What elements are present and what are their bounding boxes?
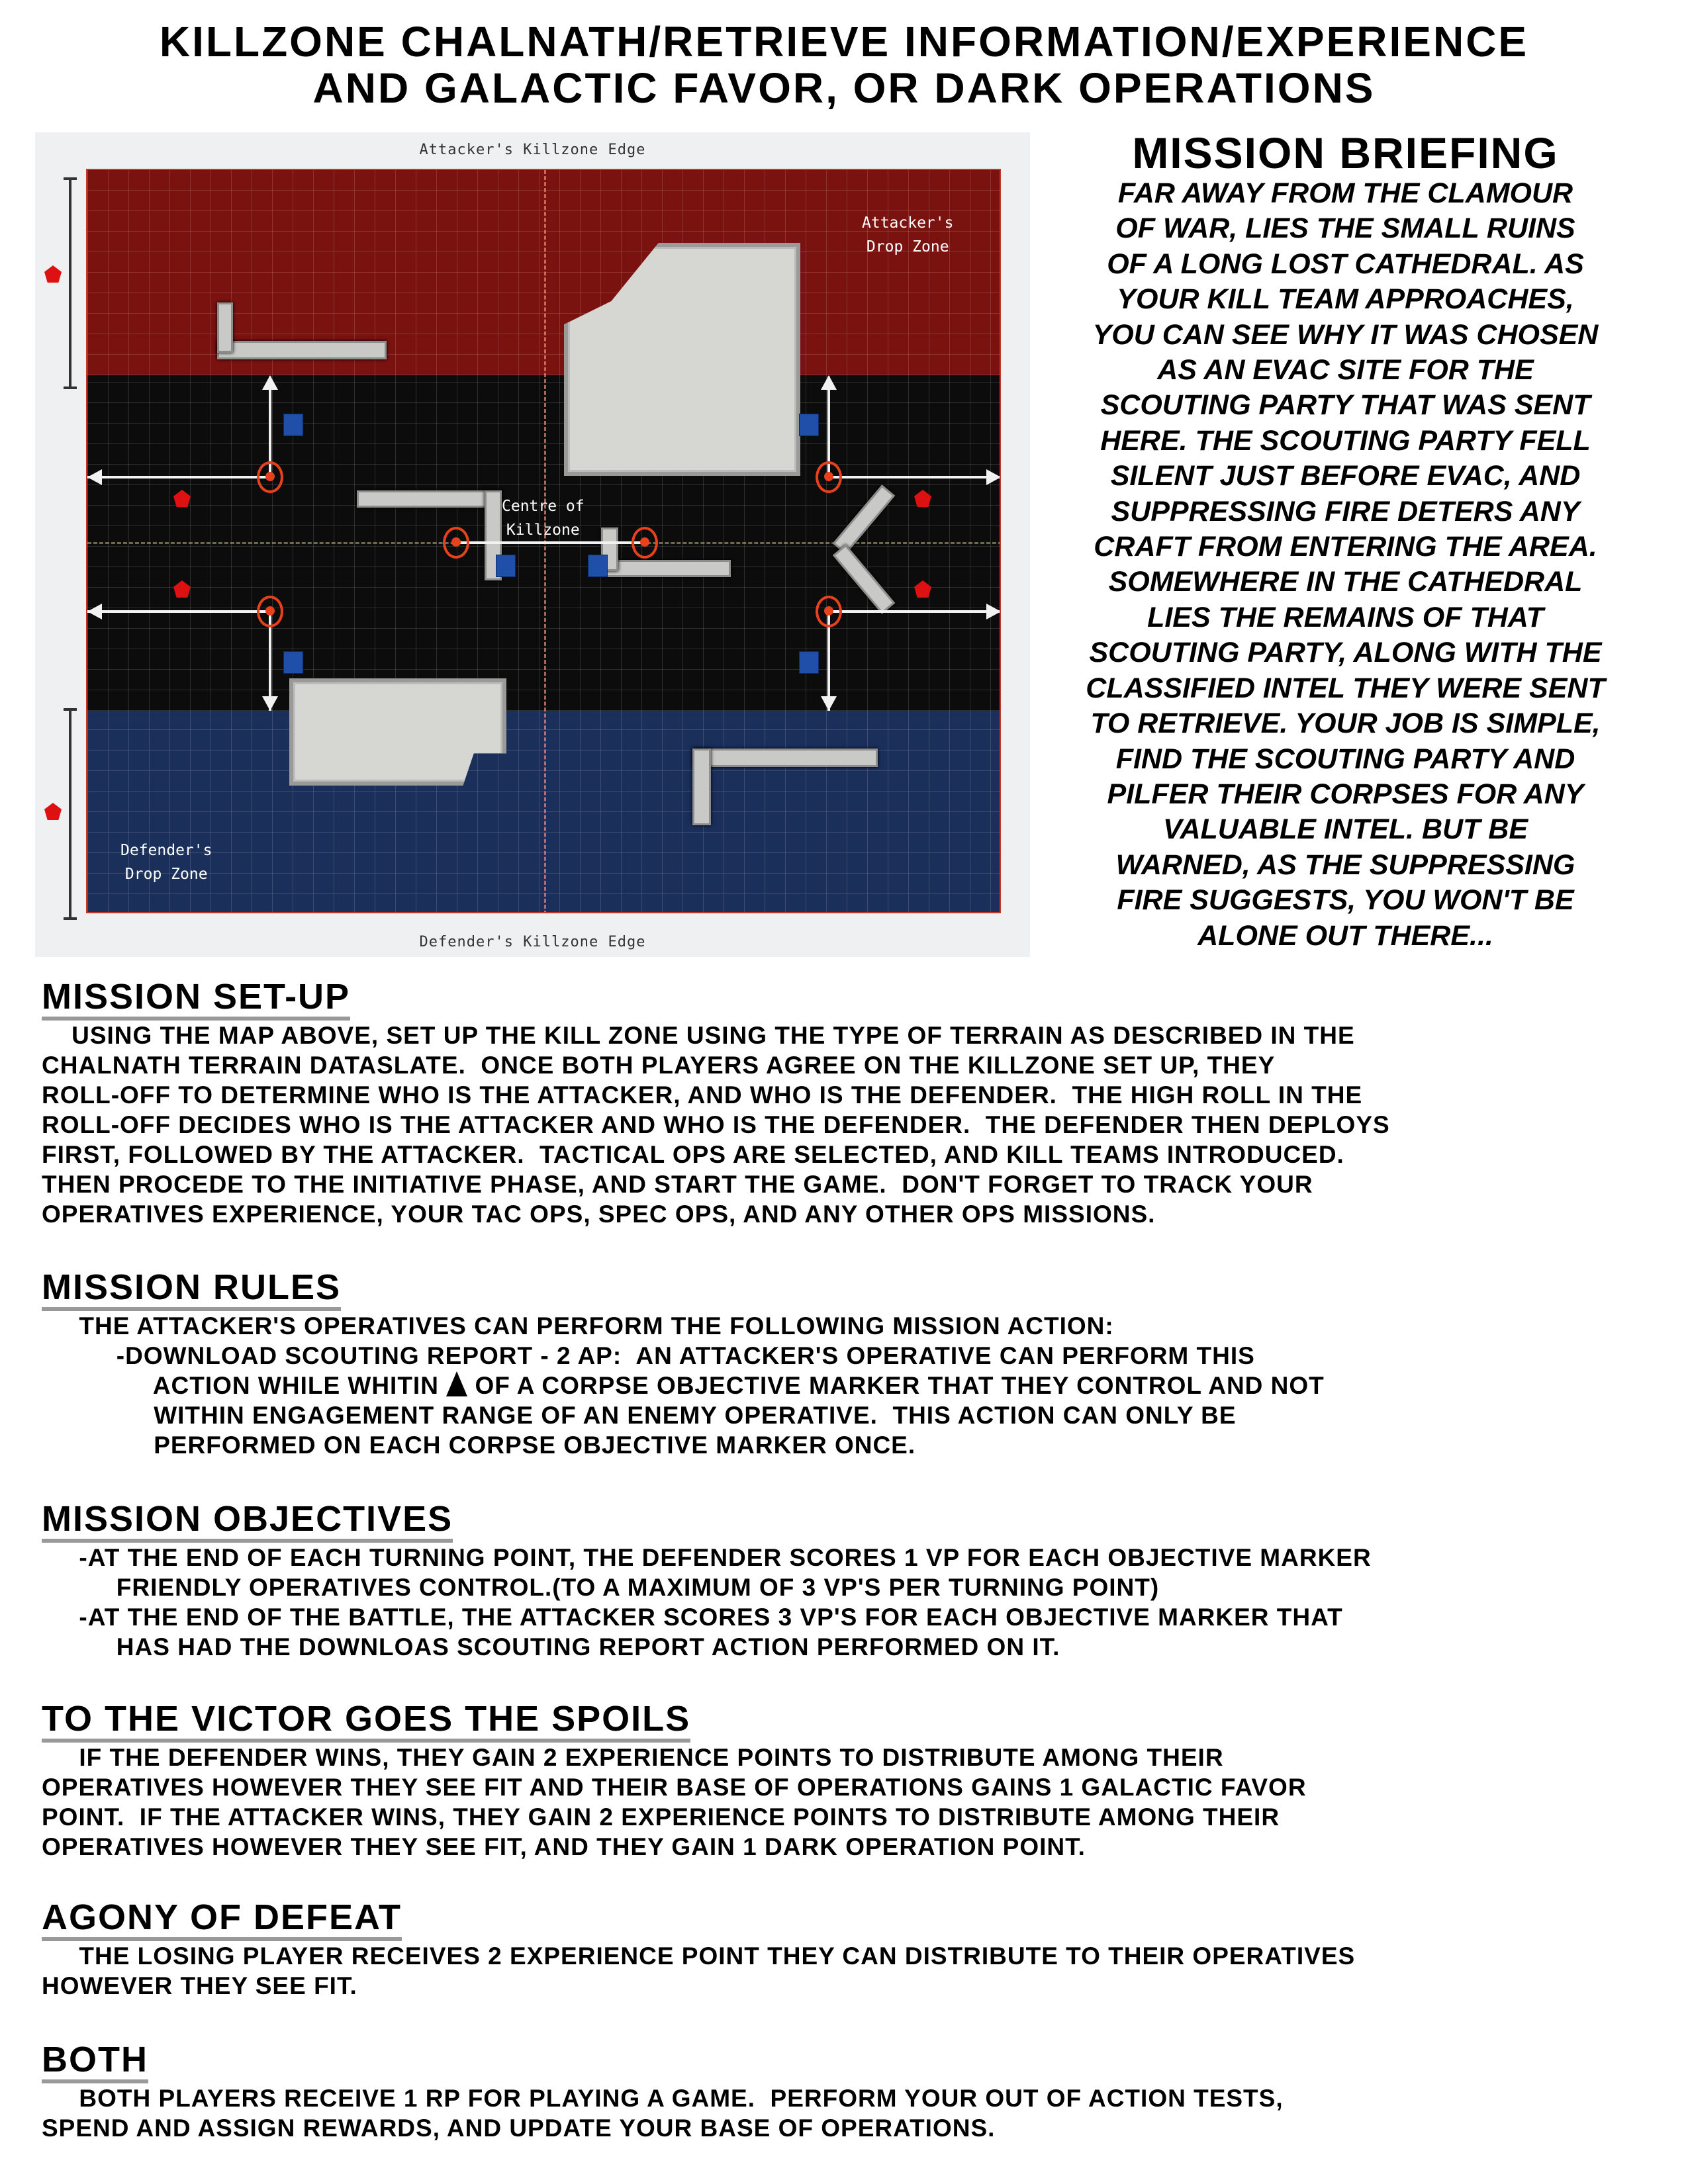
map-grid [86,169,1001,913]
attacker-drop-zone-label: Attacker's Drop Zone [862,214,954,255]
arrow-right-icon [986,604,1001,619]
text-line: ROLL-OFF DECIDES WHO IS THE ATTACKER AND WHO IS THE DEFENDER. THE DEFENDER THEN DEPLOYS [42,1111,1390,1138]
briefing-line: OF WAR, LIES THE SMALL RUINS [1115,212,1575,245]
text-line: USING THE MAP ABOVE, SET UP THE KILL ZONE USING THE TYPE OF TERRAIN AS DESCRIBED IN THE [42,1022,1355,1049]
attacker-range-bracket [69,177,71,389]
section-both [42,2041,1657,2143]
text-line: OPERATIVES HOWEVER THEY SEE FIT, AND THEY GAIN 1 DARK OPERATION POINT. [42,1833,1086,1860]
attacker-edge-label: Attacker's Killzone Edge [419,142,646,158]
both-heading: BOTH [42,2041,148,2083]
wall-segment [217,302,233,353]
text-line: OPERATIVES EXPERIENCE, YOUR TAC OPS, SPEC OPS, AND ANY OTHER OPS MISSIONS. [42,1201,1156,1228]
page-title [0,19,1688,111]
blue-marker [283,651,303,674]
text-line: SPEND AND ASSIGN REWARDS, AND UPDATE YOUR BASE OF OPERATIONS. [42,2115,996,2142]
setup-text [42,1021,1657,1229]
wall-segment [692,749,711,825]
briefing-line: TO RETRIEVE. YOUR JOB IS SIMPLE, [1090,707,1601,740]
briefing-line: SUPPRESSING FIRE DETERS ANY [1111,495,1580,527]
arrow-left-icon [87,604,102,619]
wall-segment [357,490,500,508]
text-line: -AT THE END OF THE BATTLE, THE ATTACKER SCORES 3 VP'S FOR EACH OBJECTIVE MARKER THAT [42,1604,1343,1631]
briefing-heading: MISSION BRIEFING [1132,128,1559,177]
briefing-line: YOU CAN SEE WHY IT WAS CHOSEN [1092,318,1599,351]
briefing-line: FAR AWAY FROM THE CLAMOUR [1117,177,1573,209]
arrow-right-icon [986,469,1001,485]
blue-marker [588,555,608,577]
range-line [829,610,1001,613]
objective-skull-icon [632,527,658,559]
section-defeat [42,1899,1657,2001]
briefing-line: FIND THE SCOUTING PARTY AND [1115,743,1575,775]
rules-line: PERFORMED ON EACH CORPSE OBJECTIVE MARKER ONCE. [42,1432,916,1459]
rules-line: THE ATTACKER'S OPERATIVES CAN PERFORM THE FOLLOWING MISSION ACTION: [42,1312,1114,1340]
blue-marker [799,414,819,436]
arrow-left-icon [87,469,102,485]
text-line: FIRST, FOLLOWED BY THE ATTACKER. TACTICAL OPS ARE SELECTED, AND KILL TEAMS INTRODUCED. [42,1141,1344,1168]
text-line: HAS HAD THE DOWNLOAS SCOUTING REPORT ACTION PERFORMED ON IT. [42,1633,1060,1661]
briefing-line: FIRE SUGGESTS, YOU WON'T BE [1117,884,1574,917]
text-line: POINT. IF THE ATTACKER WINS, THEY GAIN 2 EXPERIENCE POINTS TO DISTRIBUTE AMONG THEIR [42,1803,1280,1831]
section-rules [42,1269,1657,1460]
text-line: OPERATIVES HOWEVER THEY SEE FIT AND THEIR BASE OF OPERATIONS GAINS 1 GALACTIC FAVOR [42,1774,1307,1801]
range-line [829,476,1001,478]
text-line: FRIENDLY OPERATIVES CONTROL.(TO A MAXIMUM OF 3 VP'S PER TURNING POINT) [42,1574,1160,1601]
briefing-line: YOUR KILL TEAM APPROACHES, [1117,283,1574,316]
range-line [87,476,270,478]
section-objectives [42,1500,1657,1662]
rules-line: ACTION WHILE WHITIN OF A CORPSE OBJECTIVE MARKER THAT THEY CONTROL AND NOT [42,1372,1325,1399]
defeat-heading: AGONY OF DEFEAT [42,1899,402,1941]
objective-skull-icon [816,461,842,493]
blue-marker [496,555,516,577]
victor-text [42,1743,1657,1862]
title-line-1: KILLZONE CHALNATH/RETRIEVE INFORMATION/EXPERIENCE [159,18,1529,66]
objectives-heading: MISSION OBJECTIVES [42,1500,453,1543]
briefing-line: SOMEWHERE IN THE CATHEDRAL [1108,566,1583,598]
arrow-down-icon [262,696,278,711]
text-line: -AT THE END OF EACH TURNING POINT, THE DEFENDER SCORES 1 VP FOR EACH OBJECTIVE MARKER [42,1544,1372,1571]
both-text [42,2083,1657,2143]
briefing-line: SCOUTING PARTY THAT WAS SENT [1100,389,1591,422]
objective-skull-icon [257,461,283,493]
victor-heading: TO THE VICTOR GOES THE SPOILS [42,1700,690,1743]
killzone-map [35,132,1030,957]
briefing-line: CRAFT FROM ENTERING THE AREA. [1094,531,1597,563]
briefing-line: CLASSIFIED INTEL THEY WERE SENT [1086,672,1605,704]
setup-heading: MISSION SET-UP [42,978,350,1021]
text-line: BOTH PLAYERS RECEIVE 1 RP FOR PLAYING A GAME. PERFORM YOUR OUT OF ACTION TESTS, [42,2085,1284,2112]
defeat-text [42,1941,1657,2001]
text-line: IF THE DEFENDER WINS, THEY GAIN 2 EXPERIENCE POINTS TO DISTRIBUTE AMONG THEIR [42,1744,1224,1771]
text-line: THE LOSING PLAYER RECEIVES 2 EXPERIENCE POINT THEY CAN DISTRIBUTE TO THEIR OPERATIVES [42,1942,1356,1970]
briefing-line: WARNED, AS THE SUPPRESSING [1115,848,1575,881]
arrow-down-icon [821,696,837,711]
briefing-text [1043,176,1648,954]
text-line: THEN PROCEDE TO THE INITIATIVE PHASE, AND START THE GAME. DON'T FORGET TO TRACK YOUR [42,1171,1313,1198]
rules-line: WITHIN ENGAGEMENT RANGE OF AN ENEMY OPERATIVE. THIS ACTION CAN ONLY BE [42,1402,1237,1429]
blue-marker [283,414,303,436]
title-line-2: AND GALACTIC FAVOR, OR DARK OPERATIONS [312,64,1376,112]
briefing-line: SILENT JUST BEFORE EVAC, AND [1110,460,1581,492]
objective-skull-icon [443,527,469,559]
blue-marker [799,651,819,674]
text-line: ROLL-OFF TO DETERMINE WHO IS THE ATTACKER, AND WHO IS THE DEFENDER. THE HIGH ROLL IN THE [42,1081,1363,1109]
centre-label: Centre of Killzone [502,498,585,539]
text-line: CHALNATH TERRAIN DATASLATE. ONCE BOTH PLAYERS AGREE ON THE KILLZONE SET UP, THEY [42,1052,1276,1079]
wall-segment [692,749,878,767]
section-setup [42,978,1657,1229]
rules-heading: MISSION RULES [42,1269,341,1311]
defender-edge-label: Defender's Killzone Edge [419,934,646,950]
briefing-line: AS AN EVAC SITE FOR THE [1157,354,1534,387]
briefing-line: HERE. THE SCOUTING PARTY FELL [1100,424,1591,457]
briefing-line: LIES THE REMAINS OF THAT [1147,601,1544,633]
pentagon-marker [44,265,62,283]
briefing-line: PILFER THEIR CORPSES FOR ANY [1107,778,1584,810]
briefing-line: ALONE OUT THERE... [1197,919,1493,952]
rules-text [42,1311,1657,1460]
briefing-line: VALUABLE INTEL. BUT BE [1162,813,1528,846]
range-line [87,610,270,613]
pentagon-marker [44,803,62,820]
wall-segment [217,341,387,359]
defender-drop-zone-label: Defender's Drop Zone [120,842,212,883]
arrow-up-icon [262,375,278,390]
text-line: HOWEVER THEY SEE FIT. [42,1972,357,1999]
arrow-up-icon [821,375,837,390]
wall-segment [601,560,731,577]
objective-skull-icon [816,596,842,627]
defender-drop-zone [87,711,1000,913]
briefing-line: OF A LONG LOST CATHEDRAL. AS [1107,248,1584,280]
defender-range-bracket [69,708,71,920]
objectives-text [42,1543,1657,1662]
rules-line: -DOWNLOAD SCOUTING REPORT - 2 AP: AN ATTACKER'S OPERATIVE CAN PERFORM THIS [42,1342,1255,1369]
triangle-range-icon [446,1371,467,1396]
objective-skull-icon [257,596,283,627]
section-victor [42,1700,1657,1862]
briefing-line: SCOUTING PARTY, ALONG WITH THE [1089,637,1602,669]
